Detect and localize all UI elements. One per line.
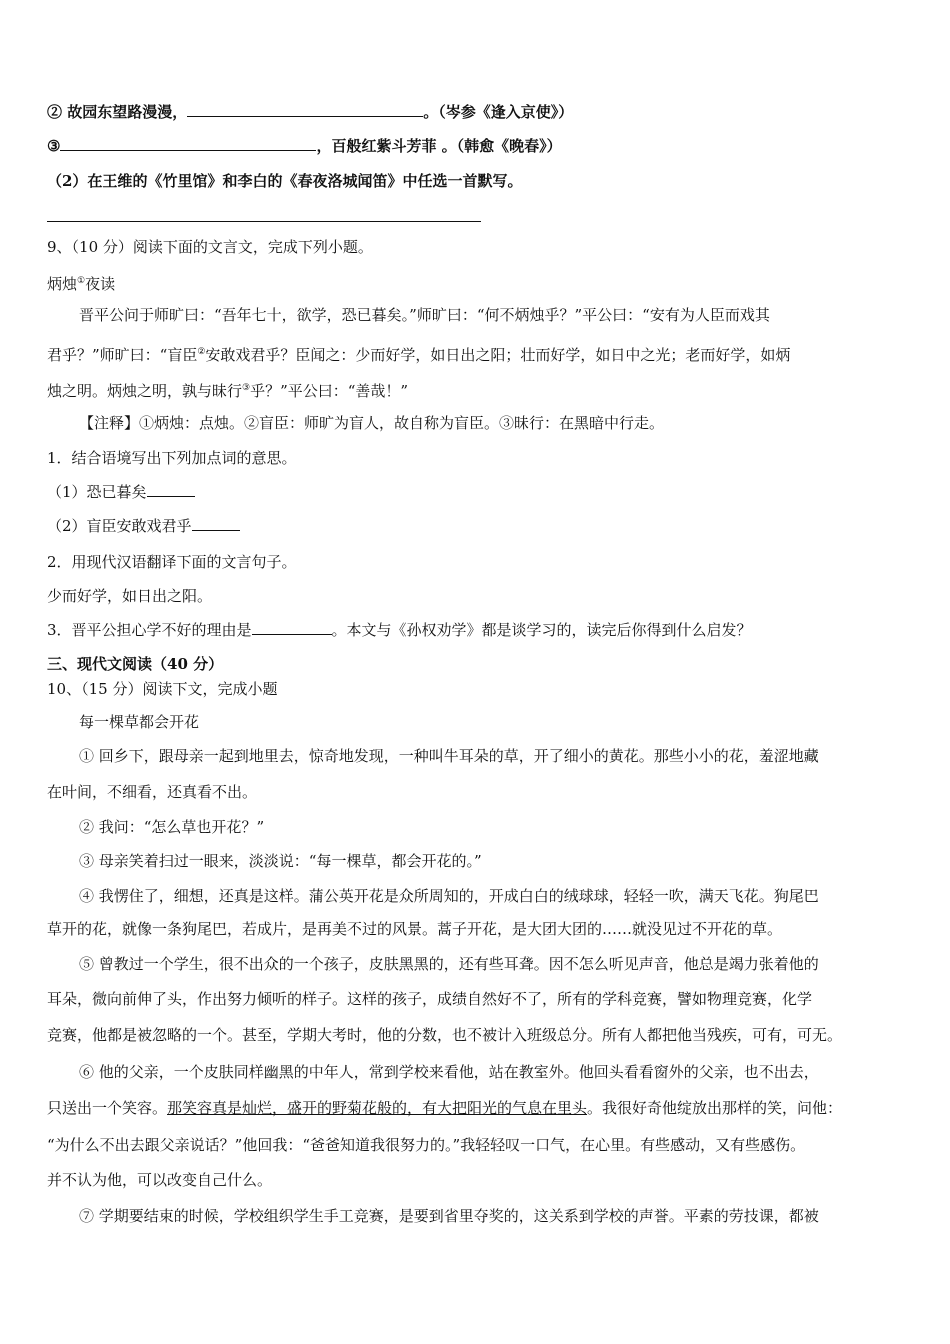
q9-sub3 (47, 620, 752, 640)
q9-line3-a: 烛之明。炳烛之明，孰与昧行 (47, 382, 243, 400)
q10-p7-line1: ⑦ 学期要结束的时候，学校组织学生手工竞赛，是要到省里夺奖的，这关系到学校的声誉。平素的劳技课，都被 (79, 1207, 819, 1225)
q10-p6-line3: “为什么不出去跟父亲说话？”他回我：“爸爸知道我很努力的。”我轻轻叹一口气，在心里。有些感动，又有些感伤。 (47, 1136, 806, 1154)
q9-sub1: 1．结合语境写出下列加点词的意思。 (47, 449, 297, 467)
q10-header: 10、（15 分）阅读下文，完成小题 (47, 680, 278, 698)
q9-line2-a: 君乎？”师旷曰：“盲臣 (47, 346, 198, 364)
q9-title-tail: 夜读 (85, 275, 116, 293)
q10-p2: ② 我问：“怎么草也开花？” (79, 818, 265, 836)
q10-p3: ③ 母亲笑着扫过一眼来，淡淡说：“每一棵草，都会开花的。” (79, 852, 482, 870)
q9-sub1-b-blank[interactable] (192, 516, 240, 531)
q3-prefix: ③ (47, 137, 61, 155)
q9-sub3-b: 。本文与《孙权劝学》都是谈学习的，读完后你得到什么启发？ (331, 621, 752, 639)
q3-answer-blank[interactable] (60, 136, 316, 151)
fill-blank-q2 (47, 102, 573, 122)
q2-suffix: 。（岑参《逢入京使》） (423, 103, 574, 121)
q10-p5-line2: 耳朵，微向前伸了头，作出努力倾听的样子。这样的孩子，成绩自然好不了，所有的学科竞赛，譬如物理竞赛，化学 (47, 990, 813, 1008)
q9-header: 9、（10 分）阅读下面的文言文，完成下列小题。 (47, 238, 373, 256)
q10-p1-line1: ① 回乡下，跟母亲一起到地里去，惊奇地发现，一种叫牛耳朵的草，开了细小的黄花。那些小小的花，羞涩地藏 (79, 747, 819, 765)
q9-sub1-b (47, 516, 240, 536)
poem-answer-line[interactable] (47, 221, 481, 222)
q10-p6-line2-a: 只送出一个笑容。 (47, 1099, 168, 1117)
q9-sub1-a (47, 482, 195, 502)
q10-p6-line4: 并不认为他，可以改变自己什么。 (47, 1171, 273, 1189)
q9-line2-b: 安敢戏君乎？臣闻之：少而好学，如日出之阳；壮而好学，如日中之光；老而好学，如炳 (205, 346, 791, 364)
q10-p4-line1: ④ 我愣住了，细想，还真是这样。蒲公英开花是众所周知的，开成白白的绒球球，轻轻一吹，满天飞花。狗尾巴 (79, 887, 819, 905)
q10-p6-line2 (47, 1098, 842, 1118)
q9-sub2: 2．用现代汉语翻译下面的文言句子。 (47, 553, 297, 571)
q9-sub1-a-text: （1）恐已暮矣 (47, 483, 147, 501)
q10-underlined-sentence: 那笑容真是灿烂，盛开的野菊花般的，有大把阳光的气息在里头 (167, 1099, 588, 1117)
q9-notes: 【注释】①炳烛：点烛。②盲臣：师旷为盲人，故自称为盲臣。③昧行：在黑暗中行走。 (79, 414, 665, 432)
q10-p6-line2-b: 。我很好奇他绽放出那样的笑，问他： (587, 1099, 843, 1117)
q9-sub2-sentence: 少而好学，如日出之阳。 (47, 587, 213, 605)
q3-suffix: ，百般红紫斗芳菲 。（韩愈《晚春》） (316, 137, 562, 155)
q10-p5-line3: 竞赛，他都是被忽略的一个。甚至，学期大考时，他的分数，也不被计入班级总分。所有人都把他当残疾，可有，可无。 (47, 1026, 843, 1044)
q10-passage-title: 每一棵草都会开花 (79, 713, 200, 731)
q2-prefix: ② 故园东望路漫漫， (47, 103, 188, 121)
q9-sub1-b-text: （2）盲臣安敢戏君乎 (47, 517, 192, 535)
q10-p1-line2: 在叶间，不细看，还真看不出。 (47, 783, 258, 801)
poem-part2-prompt: （2）在王维的《竹里馆》和李白的《春夜洛城闻笛》中任选一首默写。 (47, 172, 523, 190)
q9-sub3-blank[interactable] (252, 620, 332, 635)
q9-line3-sup: ③ (242, 383, 251, 393)
q9-title-main: 炳烛 (47, 275, 78, 293)
q9-line2-sup: ② (197, 347, 206, 357)
q10-p4-line2: 草开的花，就像一条狗尾巴，若成片，是再美不过的风景。蒿子开花，是大团大团的……就没见过不开花的草。 (47, 920, 783, 938)
q10-p5-line1: ⑤ 曾教过一个学生，很不出众的一个孩子，皮肤黑黑的，还有些耳聋。因不怎么听见声音，他总是竭力张着他的 (79, 955, 819, 973)
q9-passage-title (47, 271, 115, 294)
q9-sub1-a-blank[interactable] (147, 482, 195, 497)
q9-line3-b: 乎？”平公曰：“善哉！” (250, 382, 409, 400)
q9-passage-line3 (47, 378, 408, 401)
q9-sub3-a: 3．晋平公担心学不好的理由是 (47, 621, 252, 639)
q2-answer-blank[interactable] (187, 102, 423, 117)
q9-passage-line2 (47, 342, 790, 365)
q9-passage-line1: 晋平公问于师旷曰：“吾年七十，欲学，恐已暮矣。”师旷曰：“何不炳烛乎？”平公曰：“安有为人臣而戏其 (79, 306, 770, 324)
fill-blank-q3 (47, 136, 562, 156)
q9-title-sup: ① (77, 276, 86, 286)
section3-heading: 三、现代文阅读（40 分） (47, 655, 224, 673)
q10-p6-line1: ⑥ 他的父亲，一个皮肤同样幽黑的中年人，常到学校来看他，站在教室外。他回头看看窗外的父亲，也不出去， (79, 1063, 819, 1081)
